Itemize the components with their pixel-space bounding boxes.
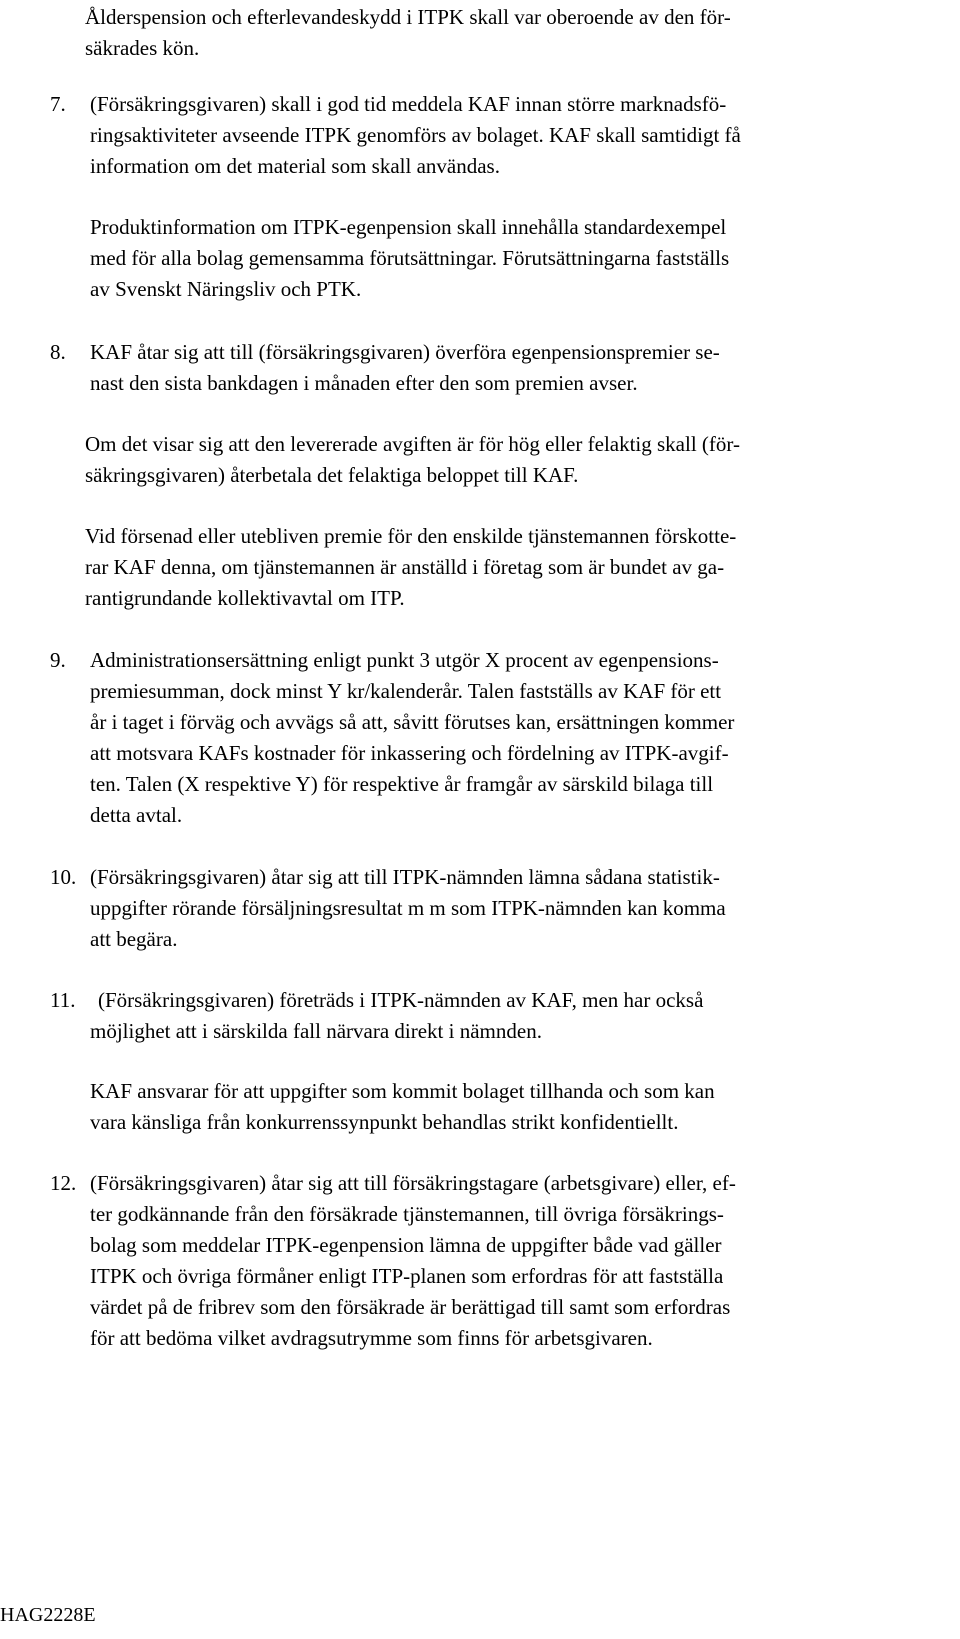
intro-line: Ålderspension och efterlevandeskydd i ITPK skall var oberoende av den för- (85, 5, 731, 29)
item-number-9: 9. (50, 648, 66, 672)
item7-line: (Försäkringsgivaren) skall i god tid meddela KAF innan större marknadsfö- (90, 92, 727, 116)
item12-line: värdet på de fribrev som den försäkrade är berättigad till samt som erfordras (90, 1295, 731, 1319)
item-number-7: 7. (50, 92, 66, 116)
item7-line: information om det material som skall användas. (90, 154, 500, 178)
item12-line: ter godkännande från den försäkrade tjänstemannen, till övriga försäkrings- (90, 1202, 724, 1226)
item11-line: möjlighet att i särskilda fall närvara direkt i nämnden. (90, 1019, 542, 1043)
item7-para2-line: med för alla bolag gemensamma förutsättningar. Förutsättningarna fastställs (90, 246, 730, 270)
item9-line: detta avtal. (90, 803, 183, 827)
item11-para2-line: vara känsliga från konkurrenssynpunkt behandlas strikt konfidentiellt. (90, 1110, 679, 1134)
item-number-10: 10. (50, 865, 77, 889)
item-number-11: 11. (50, 988, 76, 1012)
item11-line: (Försäkringsgivaren) företräds i ITPK-nämnden av KAF, men har också (98, 988, 704, 1012)
item8-line: nast den sista bankdagen i månaden efter den som premien avser. (90, 371, 638, 395)
item8-para3-line: Vid försenad eller utebliven premie för den enskilde tjänstemannen förskotte- (85, 524, 737, 548)
item9-line: att motsvara KAFs kostnader för inkassering och fördelning av ITPK-avgif- (90, 741, 729, 765)
item7-line: ringsaktiviteter avseende ITPK genomförs av bolaget. KAF skall samtidigt få (90, 123, 741, 147)
item8-para3-line: rar KAF denna, om tjänstemannen är anställd i företag som är bundet av ga- (85, 555, 725, 579)
item12-line: för att bedöma vilket avdragsutrymme som finns för arbetsgivaren. (90, 1326, 653, 1350)
item7-para2-line: av Svenskt Näringsliv och PTK. (90, 277, 362, 301)
item9-line: Administrationsersättning enligt punkt 3 utgör X procent av egenpensions- (90, 648, 719, 672)
item8-para3-line: rantigrundande kollektivavtal om ITP. (85, 586, 405, 610)
intro-line: säkrades kön. (85, 36, 200, 60)
item10-line: (Försäkringsgivaren) åtar sig att till ITPK-nämnden lämna sådana statistik- (90, 865, 720, 889)
item12-line: (Försäkringsgivaren) åtar sig att till försäkringstagare (arbetsgivare) eller, ef- (90, 1171, 736, 1195)
item-number-12: 12. (50, 1171, 77, 1195)
item10-line: att begära. (90, 927, 178, 951)
item9-line: ten. Talen (X respektive Y) för respektive år framgår av särskild bilaga till (90, 772, 714, 796)
document-code-footer: HAG2228E (0, 1604, 96, 1626)
item7-para2-line: Produktinformation om ITPK-egenpension skall innehålla standardexempel (90, 215, 727, 239)
item-number-8: 8. (50, 340, 66, 364)
item8-line: KAF åtar sig att till (försäkringsgivaren) överföra egenpensionspremier se- (90, 340, 720, 364)
item8-para2-line: Om det visar sig att den levererade avgiften är för hög eller felaktig skall (för- (85, 432, 740, 456)
item12-line: bolag som meddelar ITPK-egenpension lämna de uppgifter både vad gäller (90, 1233, 722, 1257)
item11-para2-line: KAF ansvarar för att uppgifter som kommit bolaget tillhanda och som kan (90, 1079, 715, 1103)
item10-line: uppgifter rörande försäljningsresultat m m som ITPK-nämnden kan komma (90, 896, 726, 920)
item9-line: år i taget i förväg och avvägs så att, såvitt förutses kan, ersättningen kommer (90, 710, 735, 734)
item8-para2-line: säkringsgivaren) återbetala det felaktiga beloppet till KAF. (85, 463, 579, 487)
item12-line: ITPK och övriga förmåner enligt ITP-planen som erfordras för att fastställa (90, 1264, 724, 1288)
item9-line: premiesumman, dock minst Y kr/kalenderår. Talen fastställs av KAF för ett (90, 679, 722, 703)
